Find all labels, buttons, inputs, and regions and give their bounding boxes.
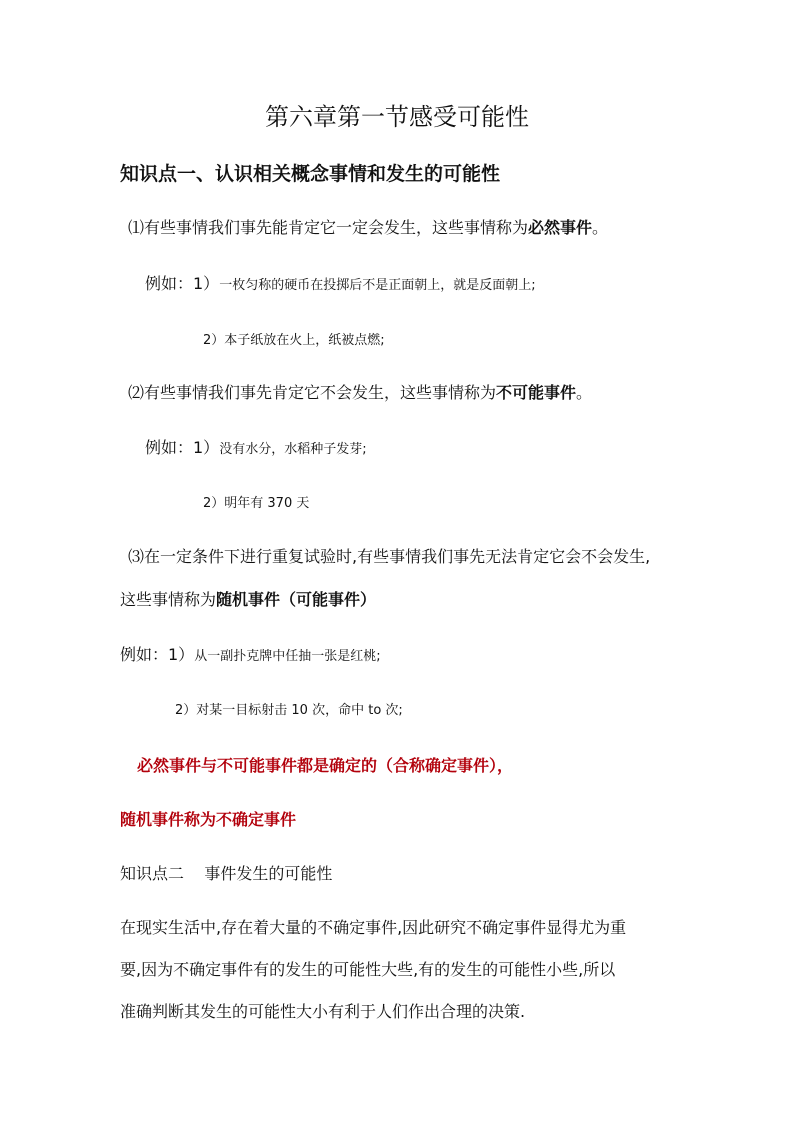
example-text: 本子纸放在火上，纸被点燃; <box>224 333 385 348</box>
section2-heading: 知识点二 事件发生的可能性 <box>120 864 333 883</box>
item2-example2 <box>203 490 309 516</box>
example-prefix: 2） <box>203 496 225 511</box>
item1-end: 。 <box>592 218 609 237</box>
item3-example1 <box>120 643 381 669</box>
section2-paragraph-line1: 在现实生活中,存在着大量的不确定事件,因此研究不确定事件显得尤为重 <box>120 918 627 937</box>
item1-example1 <box>145 272 536 298</box>
item2-term: 不可能事件 <box>496 383 577 402</box>
item3-line2 <box>120 588 376 612</box>
item1-text: ⑴有些事情我们事先能肯定它一定会发生，这些事情称为 <box>128 218 529 237</box>
item2-example1 <box>145 436 367 462</box>
example-text: 没有水分，水稻种子发芽; <box>219 442 367 457</box>
item2-end: 。 <box>576 383 593 402</box>
item2-text: ⑵有些事情我们事先肯定它不会发生，这些事情称为 <box>128 383 497 402</box>
section2-paragraph-line3: 准确判断其发生的可能性大小有利于人们作出合理的决策. <box>120 1002 526 1021</box>
example-text: 从一副扑克牌中任抽一张是红桃; <box>194 649 381 664</box>
section1-heading: 知识点一、认识相关概念事情和发生的可能性 <box>120 163 501 185</box>
example-text: 明年有 370 天 <box>224 496 310 511</box>
section2-paragraph-line2: 要,因为不确定事件有的发生的可能性大些,有的发生的可能性小些,所以 <box>120 960 616 979</box>
item2-line <box>128 381 592 405</box>
item1-example2 <box>203 327 385 353</box>
item3-example2 <box>175 697 403 723</box>
example-prefix: 2） <box>175 703 197 718</box>
item3-line1: ⑶在一定条件下进行重复试验时,有些事情我们事先无法肯定它会不会发生, <box>128 547 651 566</box>
example-text: 一枚匀称的硬币在投掷后不是正面朝上，就是反面朝上; <box>219 278 536 293</box>
example-text: 对某一目标射击 10 次，命中 to 次; <box>196 703 403 718</box>
note-line2: 随机事件称为不确定事件 <box>120 810 297 829</box>
example-prefix: 例如：1） <box>145 274 220 293</box>
item3-prefix: 这些事情称为 <box>120 590 217 609</box>
example-prefix: 2） <box>203 333 225 348</box>
page-title: 第六章第一节感受可能性 <box>265 103 529 131</box>
item1-line <box>128 216 608 240</box>
note-line1: 必然事件与不可能事件都是确定的（合称确定事件）， <box>137 756 514 775</box>
example-prefix: 例如：1） <box>120 645 195 664</box>
item1-term: 必然事件 <box>528 218 593 237</box>
example-prefix: 例如：1） <box>145 438 220 457</box>
item3-term: 随机事件（可能事件） <box>216 590 377 609</box>
